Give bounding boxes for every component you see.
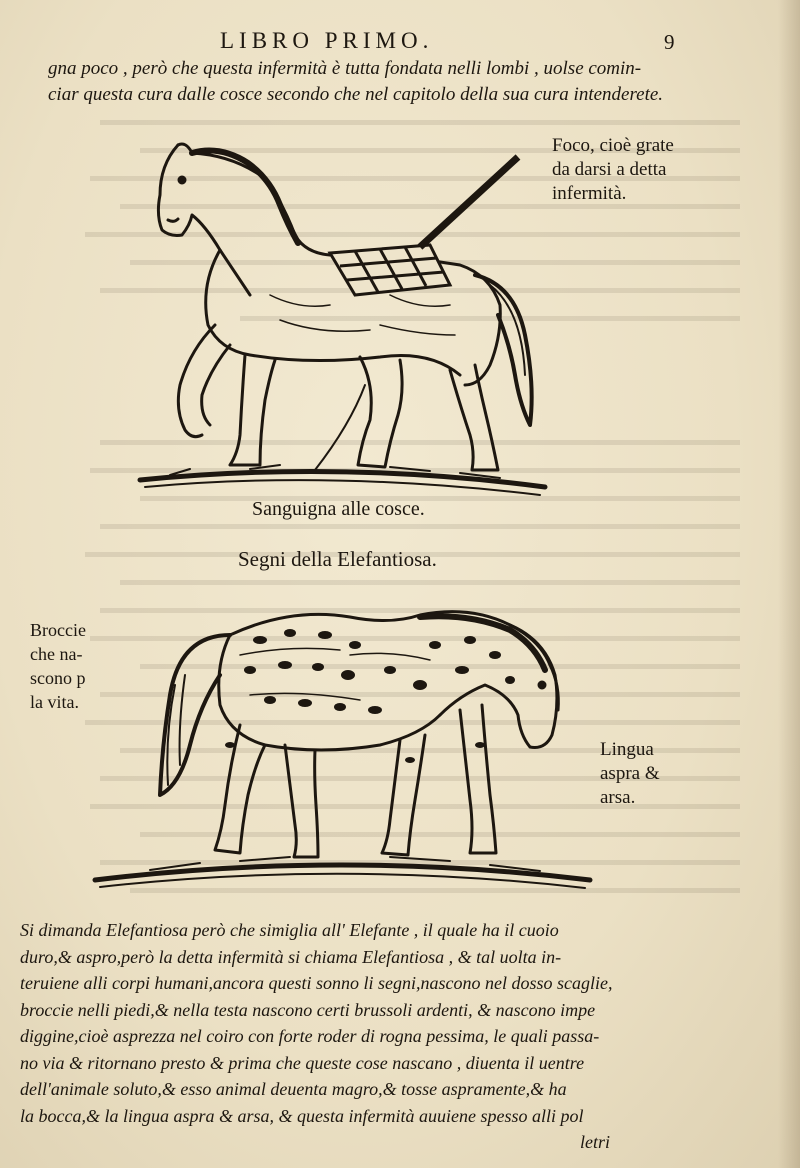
intro-line-1: gna poco , però che questa infermità è tutta fondata nelli lombi , uolse comin- [48, 58, 642, 79]
body-line: duro,& aspro,però la detta infermità si chiama Elefantiosa , & tal uolta in- [20, 946, 562, 967]
figure-2-right-note-line: arsa. [600, 787, 636, 808]
page-edge-shadow [778, 0, 800, 1168]
figure-1-note-line: Foco, cioè grate [552, 135, 674, 156]
body-paragraph [20, 917, 680, 1156]
body-line: diggine,cioè asprezza nel coiro con forte roder di rogna pessima, le quali passa- [20, 1026, 600, 1046]
body-line: la bocca,& la lingua aspra & arsa, & questa infermità auuiene spesso alli pol [20, 1105, 584, 1126]
body-line: dell'animale soluto,& esso animal deuenta magro,& tosse aspramente,& ha [20, 1079, 567, 1099]
figure-2-left-note-line: che na- [30, 644, 83, 664]
body-line: no via & ritornano presto & prima che queste cose nascano , diuenta il uentre [20, 1052, 585, 1073]
body-line: letri [580, 1132, 610, 1152]
figure-2-right-note-line: aspra & [600, 763, 660, 784]
section-heading: Segni della Elefantiosa. [238, 547, 437, 571]
figure-2-left-note-line: la vita. [30, 692, 79, 712]
page-header [0, 26, 800, 56]
intro-line-2: ciar questa cura dalle cosce secondo che nel capitolo della sua cura intenderete. [48, 84, 664, 105]
figure-2-left-note-line: scono p [30, 668, 86, 688]
running-head: LIBRO PRIMO. [220, 28, 434, 53]
figure-1-note-line: da darsi a detta [552, 159, 667, 180]
figure-1-caption: Sanguigna alle cosce. [252, 498, 425, 520]
figure-2-right-note-line: Lingua [600, 739, 654, 760]
body-line: broccie nelli piedi,& nella testa nascono certi brussoli ardenti, & nascono impe [20, 999, 596, 1020]
body-line: Si dimanda Elefantiosa però che simiglia all' Elefante , il quale ha il cuoio [20, 920, 559, 940]
body-line: teruiene alli corpi humani,ancora questi sonno li segni,nascono nel dosso scaglie, [20, 973, 613, 993]
page-number: 9 [664, 30, 675, 54]
figure-1-note [552, 134, 674, 206]
figure-2-left-note-line: Broccie [30, 620, 86, 640]
woodcut-spotted-horse [90, 595, 600, 895]
figure-1-note-line: infermità. [552, 183, 627, 204]
woodcut-horse-bloodletting [130, 135, 550, 505]
figure-2-left-note [30, 618, 86, 714]
figure-2-right-note [600, 738, 660, 810]
